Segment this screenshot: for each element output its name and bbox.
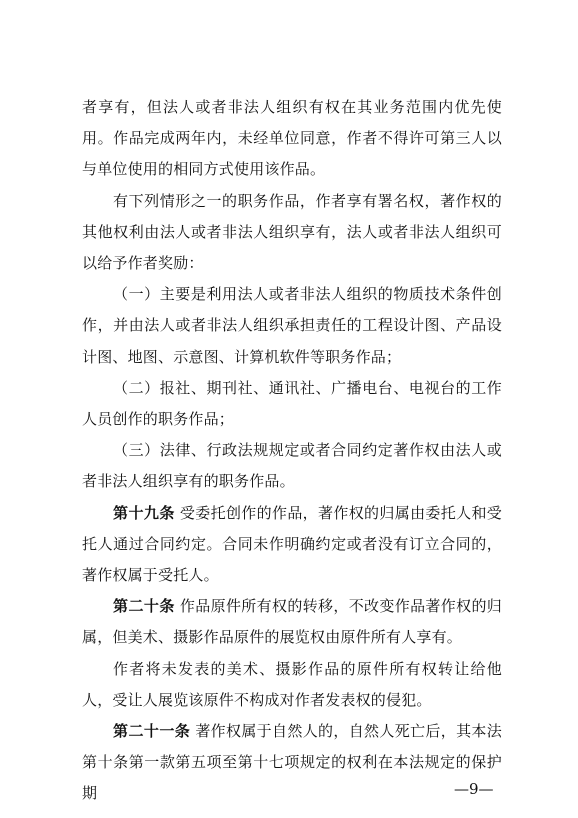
paragraph-text: （三）法律、行政法规规定或者合同约定著作权由法人或者非法人组织享有的职务作品。: [82, 441, 502, 491]
article-20: [82, 591, 502, 653]
article-text: 受委托创作的作品，著作权的归属由委托人和受托人通过合同约定。合同未作明确约定或者没有订立合同的，著作权属于受托人。: [82, 503, 503, 585]
paragraph-original-transfer: [82, 654, 502, 716]
article-21: [82, 716, 502, 810]
document-body: [82, 92, 502, 810]
article-heading: 第二十一条: [113, 722, 191, 741]
paragraph-text: 有下列情形之一的职务作品，作者享有署名权，著作权的其他权利由法人或者非法人组织享有，法人或者非法人组织可以给予作者奖励：: [82, 191, 502, 273]
paragraph-continuation: [82, 92, 502, 186]
paragraph-item-1: [82, 279, 502, 373]
paragraph-text: 者享有，但法人或者非法人组织有权在其业务范围内优先使用。作品完成两年内，未经单位同意，作者不得许可第三人以与单位使用的相同方式使用该作品。: [82, 98, 502, 179]
page-number: —9—: [454, 780, 494, 798]
article-19: [82, 498, 502, 592]
article-text: 著作权属于自然人的，自然人死亡后，其本法第十条第一款第五项至第十七项规定的权利在本法规定的保护期: [82, 722, 502, 803]
paragraph-service-works: [82, 186, 502, 280]
paragraph-text: （一）主要是利用法人或者非法人组织的物质技术条件创作，并由法人或者非法人组织承担责任的工程设计图、产品设计图、地图、示意图、计算机软件等职务作品；: [82, 285, 502, 366]
paragraph-text: （二）报社、期刊社、通讯社、广播电台、电视台的工作人员创作的职务作品；: [82, 378, 502, 429]
article-heading: 第二十条: [113, 597, 175, 616]
paragraph-item-2: [82, 373, 502, 435]
article-heading: 第十九条: [113, 503, 175, 522]
paragraph-text: 作者将未发表的美术、摄影作品的原件所有权转让给他人，受让人展览该原件不构成对作者发表权的侵犯。: [82, 659, 502, 709]
paragraph-item-3: [82, 435, 502, 497]
article-text: 作品原件所有权的转移，不改变作品著作权的归属，但美术、摄影作品原件的展览权由原件所有人享有。: [82, 597, 503, 647]
